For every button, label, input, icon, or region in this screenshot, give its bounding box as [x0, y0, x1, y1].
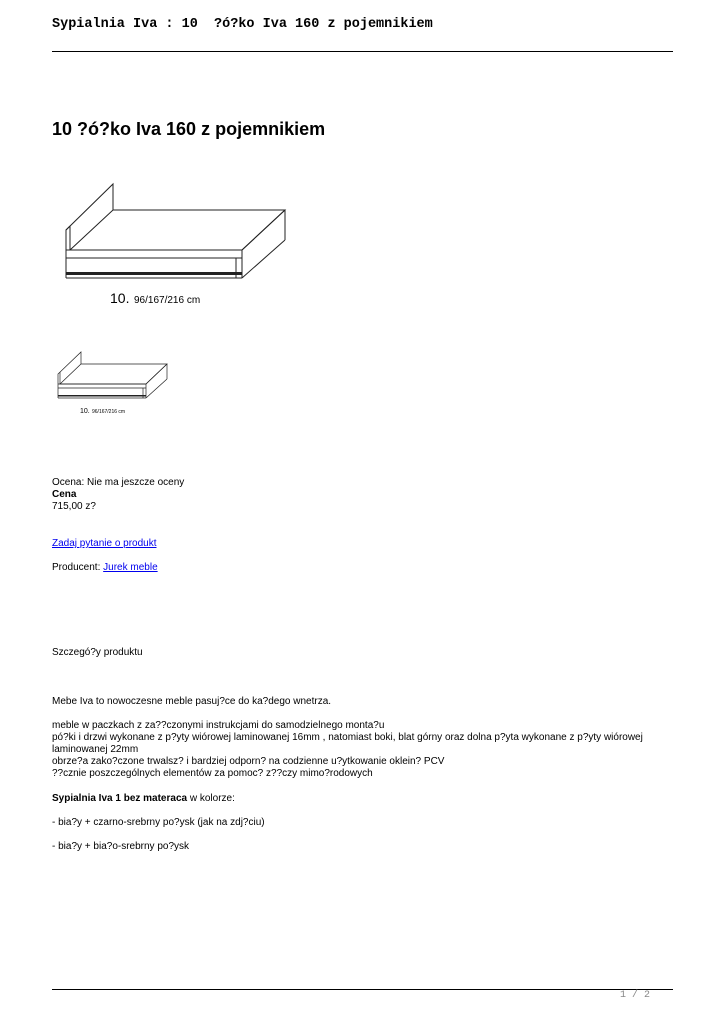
- caption-number-large: 10.: [110, 290, 130, 306]
- price-value: 715,00 z?: [52, 501, 96, 512]
- details-line: obrze?a zako?czone trwalsz? i bardziej odporn? na codzienne u?ytkowanie oklein? PCV: [52, 756, 445, 767]
- header-rule: [52, 51, 673, 52]
- colors-rest: w kolorze:: [187, 793, 235, 804]
- ask-question-link[interactable]: Zadaj pytanie o produkt: [52, 538, 157, 549]
- page-header-title: Sypialnia Iva : 10 ?ó?ko Iva 160 z pojemnikiem: [52, 17, 433, 32]
- producer-link[interactable]: Jurek meble: [103, 562, 158, 573]
- product-title: 10 ?ó?ko Iva 160 z pojemnikiem: [52, 119, 326, 139]
- details-line: ??cznie poszczególnych elementów za pomoc? z??czy mimo?rodowych: [52, 768, 373, 779]
- caption-dims-small: 96/167/216 cm: [92, 409, 126, 415]
- colors-bold: Sypialnia Iva 1 bez materaca: [52, 793, 188, 804]
- color-option-2: - bia?y + bia?o-srebrny po?ysk: [52, 841, 190, 852]
- price-label: Cena: [52, 489, 77, 500]
- bed-drawing-small: [55, 350, 170, 416]
- details-line: meble w paczkach z za??czonymi instrukcjami do samodzielnego monta?u: [52, 720, 385, 731]
- producer-line: [52, 562, 158, 575]
- details-heading: Szczegó?y produktu: [52, 647, 143, 658]
- caption-number-small: 10.: [80, 408, 90, 415]
- details-intro: Mebe Iva to nowoczesne meble pasuj?ce do ka?dego wnetrza.: [52, 696, 332, 707]
- color-option-1: - bia?y + czarno-srebrny po?ysk (jak na zdj?ciu): [52, 817, 265, 828]
- colors-line: [52, 793, 235, 806]
- details-line: laminowanej 22mm: [52, 744, 139, 755]
- rating-text: Ocena: Nie ma jeszcze oceny: [52, 477, 185, 488]
- caption-dims-large: 96/167/216 cm: [134, 295, 201, 306]
- footer-rule: [52, 989, 673, 990]
- producer-label: Producent:: [52, 562, 104, 573]
- bed-drawing-large: [60, 182, 290, 308]
- page-number: 1 / 2: [620, 990, 651, 1001]
- details-line: pó?ki i drzwi wykonane z p?yty wiórowej laminowanej 16mm , natomiast boki, blat górny oraz dolna p?yta wykonane z p?yty wiórowej: [52, 732, 643, 743]
